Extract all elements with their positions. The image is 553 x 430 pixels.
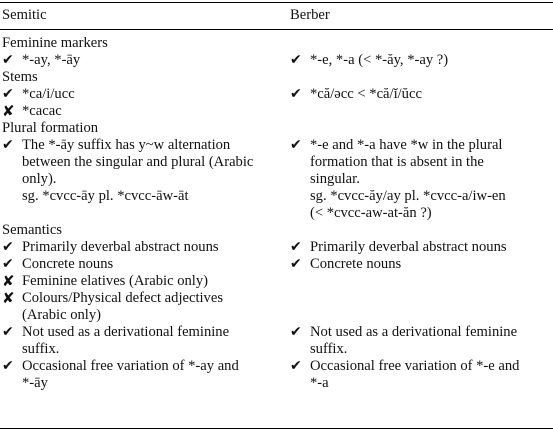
item-text: Occasional free variation of *-ay and [22, 358, 239, 374]
list-item [2, 103, 286, 120]
item-text: Not used as a derivational feminine [22, 324, 230, 340]
item-text: Colours/Physical defect adjectives [22, 290, 224, 306]
section-semantics [290, 222, 552, 392]
item-text: Occasional free variation of *-e and [310, 358, 520, 374]
item-text: Feminine elatives (Arabic only) [22, 273, 209, 289]
check-icon: ✔ [290, 256, 302, 272]
item-text: *-e, *-a (< *-ăy, *-ay ?) [310, 52, 449, 68]
check-icon: ✔ [2, 256, 14, 272]
cross-icon: ✘ [2, 102, 15, 120]
check-icon: ✔ [290, 324, 302, 340]
list-item [2, 52, 286, 69]
list-item [290, 239, 552, 256]
header-berber: Berber [290, 7, 330, 23]
item-text: Primarily deverbal abstract nouns [22, 239, 219, 255]
section-stems [2, 69, 286, 120]
top-rule [0, 2, 553, 3]
item-text: *-āy [22, 375, 48, 391]
list-item [2, 86, 286, 103]
item-text: Not used as a derivational feminine [310, 324, 518, 340]
item-text: *ca/i/ucc [22, 86, 75, 102]
item-text: only). [22, 171, 57, 187]
check-icon: ✔ [2, 137, 14, 153]
item-text: formation that is absent in the [310, 154, 484, 170]
item-text: sg. *cvcc-ăy/ay pl. *cvcc-a/iw-en [310, 188, 506, 204]
check-icon: ✔ [2, 324, 14, 340]
section-plural-formation [2, 120, 286, 222]
item-text: (Arabic only) [22, 307, 102, 323]
header-rule [0, 29, 553, 30]
check-icon: ✔ [290, 137, 302, 153]
list-item [2, 137, 286, 205]
list-item [290, 52, 552, 69]
section-feminine-markers [290, 35, 552, 69]
section-title: Stems [2, 69, 38, 85]
section-title: Feminine markers [2, 35, 108, 51]
item-text: *-e and *-a have *w in the plural [310, 137, 503, 153]
check-icon: ✔ [290, 52, 302, 68]
list-item [290, 324, 552, 358]
check-icon: ✔ [290, 239, 302, 255]
item-text: *-a [310, 375, 329, 391]
list-item [290, 137, 552, 222]
item-text: suffix. [22, 341, 60, 357]
cross-icon: ✘ [2, 272, 15, 290]
item-text: Primarily deverbal abstract nouns [310, 239, 507, 255]
list-item [2, 358, 286, 392]
list-item [290, 256, 552, 273]
bottom-rule [0, 428, 553, 429]
section-plural-formation [290, 120, 552, 222]
list-item [2, 273, 286, 290]
item-text: *cacac [22, 103, 62, 119]
item-text: *că/əcc < *că/ĭ/ŭcc [310, 86, 422, 102]
check-icon: ✔ [2, 239, 14, 255]
section-stems [290, 69, 552, 120]
section-title: Semantics [2, 222, 62, 238]
section-title: Plural formation [2, 120, 99, 136]
item-text: singular. [310, 171, 360, 187]
semitic-column [2, 35, 286, 392]
list-item [2, 290, 286, 324]
item-text: The *-āy suffix has y~w alternation [22, 137, 231, 153]
item-text: between the singular and plural (Arabic [22, 154, 254, 170]
item-text: sg. *cvcc-āy pl. *cvcc-āw-āt [22, 188, 189, 204]
list-item [290, 86, 552, 103]
list-item [2, 256, 286, 273]
check-icon: ✔ [2, 358, 14, 374]
check-icon: ✔ [2, 86, 14, 102]
item-text: Concrete nouns [22, 256, 114, 272]
list-item [2, 239, 286, 256]
berber-column [290, 35, 552, 392]
section-feminine-markers [2, 35, 286, 69]
list-item [290, 358, 552, 392]
list-item [2, 324, 286, 358]
item-text: *-ay, *-āy [22, 52, 81, 68]
item-text: suffix. [310, 341, 348, 357]
check-icon: ✔ [290, 358, 302, 374]
header-semitic: Semitic [2, 7, 47, 23]
section-semantics [2, 222, 286, 392]
cross-icon: ✘ [2, 289, 15, 307]
check-icon: ✔ [2, 52, 14, 68]
item-text: Concrete nouns [310, 256, 402, 272]
check-icon: ✔ [290, 86, 302, 102]
item-text: (< *cvcc-aw-at-ăn ?) [310, 205, 432, 221]
